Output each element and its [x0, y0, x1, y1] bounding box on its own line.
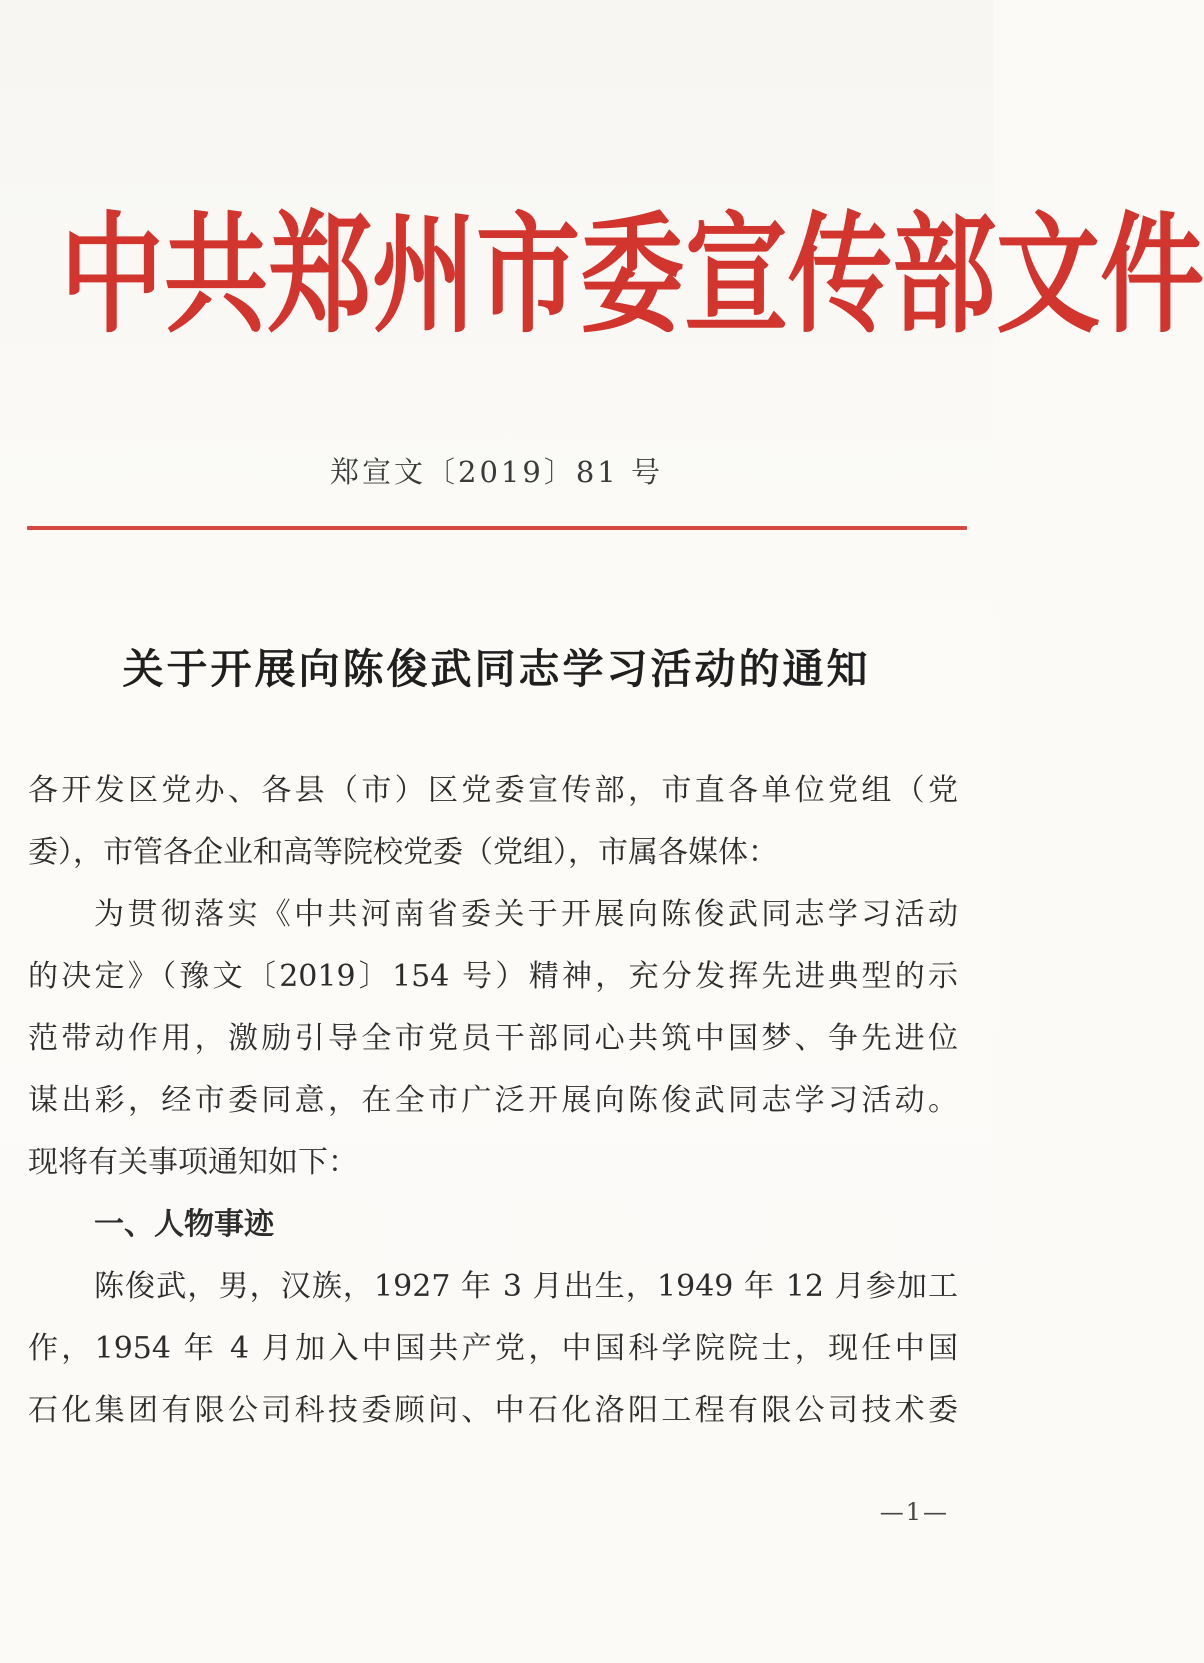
masthead-char: 宣: [684, 198, 789, 352]
section-heading: 一、人物事迹: [94, 1207, 274, 1242]
paragraph-line: 现将有关事项通知如下：: [28, 1145, 358, 1180]
paragraph-line: 范带动作用，激励引导全市党员干部同心共筑中国梦、争先进位: [28, 1021, 958, 1056]
masthead-char: 郑: [268, 198, 373, 352]
paragraph-line: 为贯彻落实《中共河南省委关于开展向陈俊武同志学习活动: [94, 897, 958, 932]
document-number: 郑宣文〔2019〕81 号: [330, 455, 663, 489]
page-number: —1—: [879, 1498, 949, 1526]
masthead-char: 委: [580, 198, 685, 352]
masthead-title: [60, 198, 1204, 352]
masthead-char: 部: [892, 198, 997, 352]
recipients-line: 各开发区党办、各县（市）区党委宣传部，市直各单位党组（党: [28, 773, 958, 808]
paragraph-line: 的决定》（豫文〔2019〕154 号）精神，充分发挥先进典型的示: [28, 959, 958, 994]
recipients-line: 委），市管各企业和高等院校党委（党组），市属各媒体：: [28, 835, 778, 870]
masthead-char: 市: [476, 198, 581, 352]
paragraph-line: 谋出彩，经市委同意，在全市广泛开展向陈俊武同志学习活动。: [28, 1083, 958, 1118]
masthead-char: 共: [164, 198, 269, 352]
paragraph-line: 石化集团有限公司科技委顾问、中石化洛阳工程有限公司技术委: [28, 1393, 958, 1428]
document-body: [28, 760, 958, 1442]
masthead-char: 文: [996, 198, 1101, 352]
document-title: 关于开展向陈俊武同志学习活动的通知: [122, 645, 871, 693]
masthead-char: 中: [60, 198, 165, 352]
masthead-char: 件: [1100, 198, 1204, 352]
red-divider-line: [27, 526, 967, 530]
paragraph-line: 作，1954 年 4 月加入中国共产党，中国科学院院士，现任中国: [28, 1331, 958, 1366]
masthead-char: 州: [372, 198, 477, 352]
masthead-char: 传: [788, 198, 893, 352]
paragraph-line: 陈俊武，男，汉族，1927 年 3 月出生，1949 年 12 月参加工: [94, 1269, 958, 1304]
